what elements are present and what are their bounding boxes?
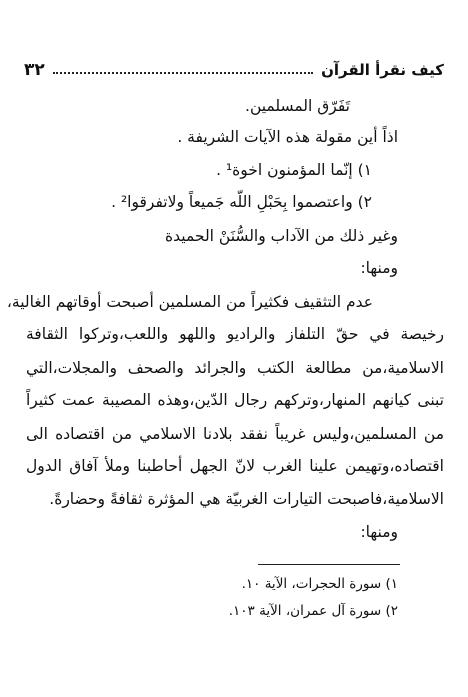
body-line: وغير ذلك من الآداب والسُّنَنْ الحميدة <box>165 227 398 245</box>
footnote: ١) سورة الحجرات، الآية ١٠. <box>241 576 398 592</box>
body-line: اقتصاده،وتهيمن علينا الغرب لانّ الجهل أحاطبنا وملأ آفاق الدول <box>26 457 444 475</box>
body-line: رخيصة في حقّ التلفاز والراديو واللهو واللعب،وتركوا الثقافة <box>26 325 444 343</box>
body-line: تَفَرّق المسلمين. <box>245 97 350 115</box>
page-header <box>24 58 444 82</box>
footnote-separator <box>258 564 400 565</box>
footnote: ٢) سورة آل عمران، الآية ١٠٣. <box>228 603 398 619</box>
body-line: الاسلامية،من مطالعة الكتب والجرائد والصحف والمجلات،التي <box>26 359 444 377</box>
body-line: الاسلامية،فاصبحت التيارات الغربيّة هي المؤثرة ثقافةً وحضارةً. <box>49 490 444 508</box>
running-title: كيف نقرأ القرآن <box>321 61 444 79</box>
body-line: اذاً أين مقولة هذه الآيات الشريفة . <box>177 128 398 146</box>
body-line: تبنى كيانهم المنهار،وتركهم رجال الدّين،وهذه المصيبة عمت كثيراً <box>26 391 444 409</box>
body-line: من المسلمين،وليس غريباً نفقد بلادنا الاسلامي من اقتصاده الى <box>26 425 444 443</box>
header-dotted-leader <box>53 72 313 74</box>
page-number: ٣٢ <box>24 60 45 80</box>
subheading: ومنها: <box>360 259 398 277</box>
subheading: ومنها: <box>360 523 398 541</box>
body-line: ١) إنّما المؤمنون اخوة¹ . <box>216 161 372 179</box>
body-line: ٢) واعتصموا بِحَبْلِ اللّه جَميعاً ولاتفرقوا² . <box>111 193 372 211</box>
body-line: عدم التثقيف فكثيراً من المسلمين أصبحت أوقاتهم الغالية، <box>6 293 373 311</box>
